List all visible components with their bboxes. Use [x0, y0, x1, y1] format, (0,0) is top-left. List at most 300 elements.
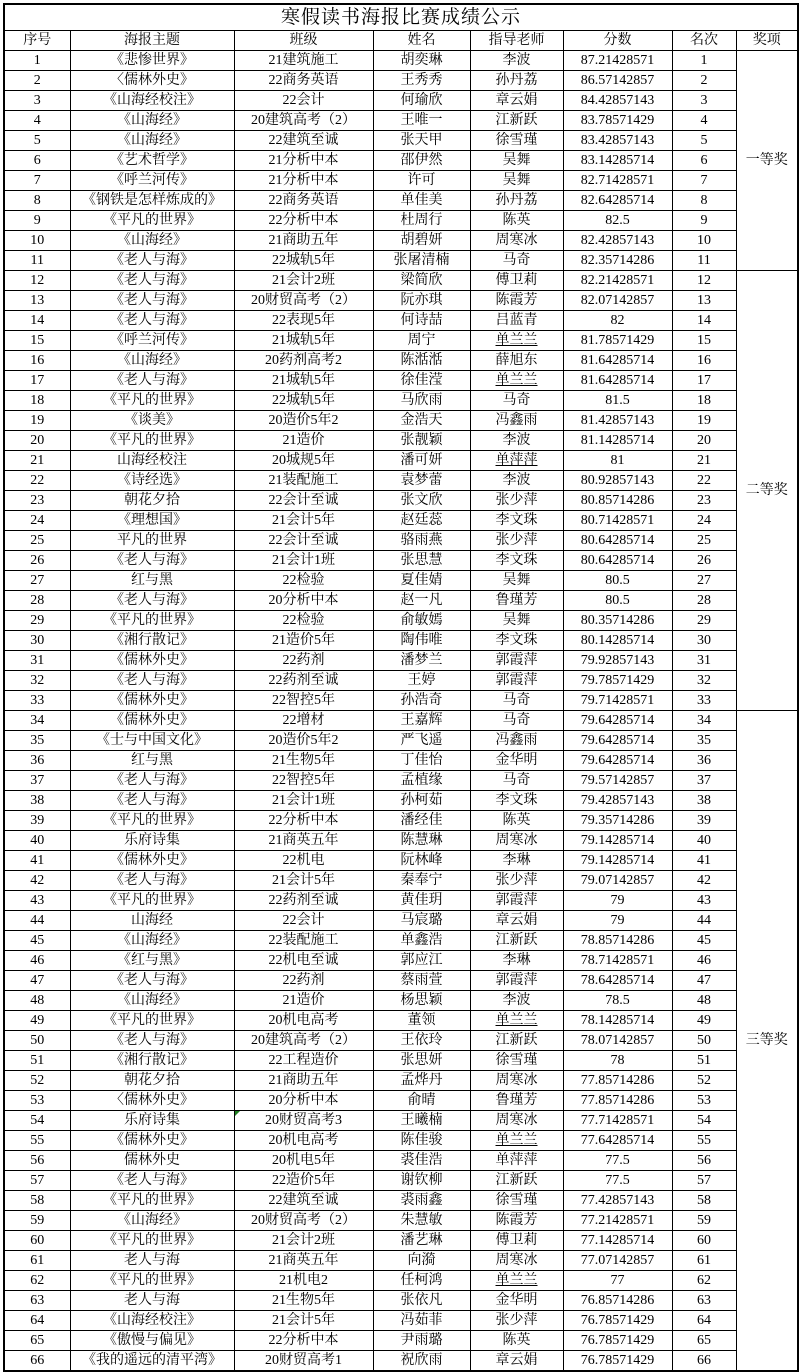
cell-theme: 《山海经》 — [70, 231, 234, 251]
cell-name: 祝欣雨 — [373, 1351, 470, 1372]
cell-score: 79.64285714 — [563, 751, 672, 771]
cell-score: 82.07142857 — [563, 291, 672, 311]
cell-no: 16 — [4, 351, 70, 371]
cell-theme: 《老人与海》 — [70, 311, 234, 331]
cell-theme: 《山海经》 — [70, 131, 234, 151]
cell-score: 83.78571429 — [563, 111, 672, 131]
cell-no: 63 — [4, 1291, 70, 1311]
cell-theme: 《悲惨世界》 — [70, 51, 234, 71]
cell-score: 77.07142857 — [563, 1251, 672, 1271]
cell-rank: 8 — [672, 191, 736, 211]
cell-name: 孙柯茹 — [373, 791, 470, 811]
cell-theme: 《老人与海》 — [70, 771, 234, 791]
cell-class: 22商务英语 — [234, 71, 373, 91]
cell-no: 21 — [4, 451, 70, 471]
table-row — [4, 211, 798, 231]
cell-teacher: 冯鑫雨 — [470, 731, 563, 751]
cell-score: 80.92857143 — [563, 471, 672, 491]
cell-no: 9 — [4, 211, 70, 231]
cell-rank: 42 — [672, 871, 736, 891]
cell-name: 裘雨鑫 — [373, 1191, 470, 1211]
cell-teacher: 马奇 — [470, 771, 563, 791]
header-row — [4, 31, 798, 51]
cell-no: 10 — [4, 231, 70, 251]
cell-rank: 17 — [672, 371, 736, 391]
table-row — [4, 771, 798, 791]
page-title: 寒假读书海报比赛成绩公示 — [4, 4, 798, 31]
table-row — [4, 551, 798, 571]
cell-theme: 红与黑 — [70, 571, 234, 591]
cell-score: 82.42857143 — [563, 231, 672, 251]
cell-rank: 40 — [672, 831, 736, 851]
cell-name: 邵伊然 — [373, 151, 470, 171]
table-row — [4, 131, 798, 151]
cell-name: 阮林峰 — [373, 851, 470, 871]
cell-score: 81.5 — [563, 391, 672, 411]
cell-name: 谢钦柳 — [373, 1171, 470, 1191]
cell-score: 84.42857143 — [563, 91, 672, 111]
cell-teacher: 马奇 — [470, 691, 563, 711]
cell-no: 20 — [4, 431, 70, 451]
cell-rank: 1 — [672, 51, 736, 71]
table-row — [4, 891, 798, 911]
cell-teacher: 陈英 — [470, 211, 563, 231]
cell-name: 潘经佳 — [373, 811, 470, 831]
cell-teacher: 金华明 — [470, 1291, 563, 1311]
column-header-teacher: 指导老师 — [470, 31, 563, 51]
cell-theme: 《湘行散记》 — [70, 631, 234, 651]
cell-no: 23 — [4, 491, 70, 511]
cell-score: 79.35714286 — [563, 811, 672, 831]
cell-name: 马宸璐 — [373, 911, 470, 931]
cell-no: 3 — [4, 91, 70, 111]
award-cell: 一等奖 — [736, 51, 798, 271]
cell-rank: 35 — [672, 731, 736, 751]
cell-name: 杜周行 — [373, 211, 470, 231]
cell-rank: 65 — [672, 1331, 736, 1351]
cell-name: 张思妍 — [373, 1051, 470, 1071]
table-row — [4, 1311, 798, 1331]
cell-class: 22智控5年 — [234, 691, 373, 711]
cell-teacher: 金华明 — [470, 751, 563, 771]
table-row — [4, 1031, 798, 1051]
cell-rank: 22 — [672, 471, 736, 491]
table-row — [4, 1131, 798, 1151]
cell-no: 56 — [4, 1151, 70, 1171]
cell-rank: 10 — [672, 231, 736, 251]
cell-rank: 38 — [672, 791, 736, 811]
cell-teacher: 陈英 — [470, 1331, 563, 1351]
cell-name: 周宁 — [373, 331, 470, 351]
cell-teacher: 陈霞芳 — [470, 1211, 563, 1231]
cell-rank: 45 — [672, 931, 736, 951]
cell-no: 28 — [4, 591, 70, 611]
cell-teacher: 李文珠 — [470, 551, 563, 571]
cell-no: 22 — [4, 471, 70, 491]
cell-rank: 15 — [672, 331, 736, 351]
cell-class: 21机电2 — [234, 1271, 373, 1291]
cell-rank: 13 — [672, 291, 736, 311]
cell-score: 83.14285714 — [563, 151, 672, 171]
cell-teacher: 李波 — [470, 431, 563, 451]
cell-class: 22分析中本 — [234, 811, 373, 831]
cell-no: 53 — [4, 1091, 70, 1111]
cell-rank: 4 — [672, 111, 736, 131]
table-row — [4, 231, 798, 251]
cell-rank: 49 — [672, 1011, 736, 1031]
cell-teacher: 吴舞 — [470, 611, 563, 631]
table-row — [4, 71, 798, 91]
cell-class: 21分析中本 — [234, 171, 373, 191]
cell-no: 2 — [4, 71, 70, 91]
cell-score: 81 — [563, 451, 672, 471]
cell-theme: 〈儒林外史》 — [70, 71, 234, 91]
cell-teacher: 章云娟 — [470, 91, 563, 111]
cell-name: 王唯一 — [373, 111, 470, 131]
cell-rank: 55 — [672, 1131, 736, 1151]
cell-name: 何瑜欣 — [373, 91, 470, 111]
cell-rank: 16 — [672, 351, 736, 371]
cell-rank: 41 — [672, 851, 736, 871]
cell-class: 22智控5年 — [234, 771, 373, 791]
cell-class: 21会计5年 — [234, 1311, 373, 1331]
cell-theme: 《老人与海》 — [70, 671, 234, 691]
table-row — [4, 791, 798, 811]
cell-no: 40 — [4, 831, 70, 851]
cell-no: 54 — [4, 1111, 70, 1131]
cell-rank: 31 — [672, 651, 736, 671]
cell-score: 77.42857143 — [563, 1191, 672, 1211]
cell-theme: 朝花夕拾 — [70, 491, 234, 511]
cell-score: 87.21428571 — [563, 51, 672, 71]
cell-rank: 21 — [672, 451, 736, 471]
table-row — [4, 1051, 798, 1071]
cell-theme: 《儒林外史》 — [70, 1131, 234, 1151]
cell-theme: 《诗经选》 — [70, 471, 234, 491]
cell-score: 80.71428571 — [563, 511, 672, 531]
cell-class: 22检验 — [234, 611, 373, 631]
table-row — [4, 1091, 798, 1111]
cell-score: 77.14285714 — [563, 1231, 672, 1251]
cell-theme: 《平凡的世界》 — [70, 1191, 234, 1211]
cell-teacher: 张少萍 — [470, 871, 563, 891]
cell-teacher: 徐雪瑾 — [470, 1051, 563, 1071]
cell-no: 47 — [4, 971, 70, 991]
cell-name: 何诗喆 — [373, 311, 470, 331]
cell-teacher: 周寒冰 — [470, 231, 563, 251]
table-row — [4, 391, 798, 411]
cell-theme: 《老人与海》 — [70, 551, 234, 571]
table-row — [4, 1211, 798, 1231]
table-row — [4, 1331, 798, 1351]
cell-score: 77.85714286 — [563, 1091, 672, 1111]
cell-rank: 3 — [672, 91, 736, 111]
cell-theme: 《呼兰河传》 — [70, 331, 234, 351]
cell-class: 21城轨5年 — [234, 331, 373, 351]
cell-score: 77.21428571 — [563, 1211, 672, 1231]
cell-theme: 《老人与海》 — [70, 291, 234, 311]
cell-score: 77.64285714 — [563, 1131, 672, 1151]
cell-name: 潘梦兰 — [373, 651, 470, 671]
cell-no: 29 — [4, 611, 70, 631]
cell-class: 21商英五年 — [234, 831, 373, 851]
cell-theme: 《老人与海》 — [70, 791, 234, 811]
table-row — [4, 951, 798, 971]
cell-teacher: 李波 — [470, 51, 563, 71]
cell-teacher: 马奇 — [470, 251, 563, 271]
cell-rank: 12 — [672, 271, 736, 291]
cell-theme: 《钢铁是怎样炼成的》 — [70, 191, 234, 211]
cell-rank: 25 — [672, 531, 736, 551]
cell-class: 22工程造价 — [234, 1051, 373, 1071]
table-row — [4, 1151, 798, 1171]
cell-class: 21会计1班 — [234, 551, 373, 571]
cell-class: 22会计 — [234, 911, 373, 931]
cell-teacher: 吴舞 — [470, 171, 563, 191]
cell-rank: 63 — [672, 1291, 736, 1311]
cell-score: 82.71428571 — [563, 171, 672, 191]
cell-theme: 《平凡的世界》 — [70, 891, 234, 911]
cell-theme: 乐府诗集 — [70, 1111, 234, 1131]
cell-score: 81.14285714 — [563, 431, 672, 451]
table-row — [4, 171, 798, 191]
cell-no: 42 — [4, 871, 70, 891]
cell-name: 黄佳玥 — [373, 891, 470, 911]
cell-no: 38 — [4, 791, 70, 811]
cell-theme: 老人与海 — [70, 1251, 234, 1271]
cell-score: 83.42857143 — [563, 131, 672, 151]
cell-teacher: 孙丹荔 — [470, 71, 563, 91]
table-row — [4, 671, 798, 691]
cell-rank: 9 — [672, 211, 736, 231]
cell-theme: 《老人与海》 — [70, 271, 234, 291]
cell-no: 58 — [4, 1191, 70, 1211]
cell-score: 81.42857143 — [563, 411, 672, 431]
cell-rank: 61 — [672, 1251, 736, 1271]
cell-rank: 24 — [672, 511, 736, 531]
cell-rank: 14 — [672, 311, 736, 331]
cell-name: 孟植缘 — [373, 771, 470, 791]
cell-name: 张天甲 — [373, 131, 470, 151]
cell-rank: 36 — [672, 751, 736, 771]
cell-class: 21会计5年 — [234, 871, 373, 891]
cell-no: 50 — [4, 1031, 70, 1051]
table-row — [4, 651, 798, 671]
cell-teacher: 江新跃 — [470, 1171, 563, 1191]
cell-no: 7 — [4, 171, 70, 191]
cell-theme: 《平凡的世界》 — [70, 1231, 234, 1251]
cell-name: 蔡雨萱 — [373, 971, 470, 991]
cell-teacher: 李文珠 — [470, 791, 563, 811]
cell-score: 79.71428571 — [563, 691, 672, 711]
cell-no: 39 — [4, 811, 70, 831]
cell-name: 张屠清楠 — [373, 251, 470, 271]
table-row — [4, 1351, 798, 1372]
cell-teacher: 傅卫莉 — [470, 271, 563, 291]
cell-score: 79.07142857 — [563, 871, 672, 891]
cell-name: 单鑫浩 — [373, 931, 470, 951]
cell-no: 14 — [4, 311, 70, 331]
cell-name: 丁佳怡 — [373, 751, 470, 771]
cell-class: 22装配施工 — [234, 931, 373, 951]
cell-theme: 《平凡的世界》 — [70, 1271, 234, 1291]
award-cell: 三等奖 — [736, 711, 798, 1372]
cell-teacher: 薛旭东 — [470, 351, 563, 371]
cell-teacher: 李文珠 — [470, 511, 563, 531]
table-row — [4, 971, 798, 991]
cell-teacher: 章云娟 — [470, 911, 563, 931]
cell-theme: 《老人与海》 — [70, 1031, 234, 1051]
cell-teacher: 吴舞 — [470, 571, 563, 591]
table-row — [4, 311, 798, 331]
cell-rank: 7 — [672, 171, 736, 191]
cell-no: 33 — [4, 691, 70, 711]
cell-class: 20建筑高考（2） — [234, 111, 373, 131]
cell-rank: 47 — [672, 971, 736, 991]
table-row — [4, 1011, 798, 1031]
cell-name: 杨思颖 — [373, 991, 470, 1011]
cell-no: 32 — [4, 671, 70, 691]
cell-class: 22机电 — [234, 851, 373, 871]
cell-no: 51 — [4, 1051, 70, 1071]
cell-theme: 《士与中国文化》 — [70, 731, 234, 751]
cell-teacher: 单兰兰 — [470, 371, 563, 391]
cell-class: 22检验 — [234, 571, 373, 591]
cell-name: 陶伟唯 — [373, 631, 470, 651]
cell-score: 77.71428571 — [563, 1111, 672, 1131]
table-row — [4, 571, 798, 591]
cell-name: 孙浩奇 — [373, 691, 470, 711]
cell-class: 20造价5年2 — [234, 411, 373, 431]
cell-name: 单佳美 — [373, 191, 470, 211]
cell-rank: 34 — [672, 711, 736, 731]
cell-class: 22城轨5年 — [234, 391, 373, 411]
table-row — [4, 831, 798, 851]
table-row — [4, 411, 798, 431]
cell-score: 80.5 — [563, 591, 672, 611]
cell-name: 梁简欣 — [373, 271, 470, 291]
cell-no: 37 — [4, 771, 70, 791]
cell-class: 22分析中本 — [234, 211, 373, 231]
cell-theme: 《平凡的世界》 — [70, 431, 234, 451]
cell-teacher: 吕蓝青 — [470, 311, 563, 331]
cell-name: 张依凡 — [373, 1291, 470, 1311]
cell-class: 22会计至诚 — [234, 531, 373, 551]
cell-name: 赵一凡 — [373, 591, 470, 611]
table-row — [4, 371, 798, 391]
cell-score: 78.14285714 — [563, 1011, 672, 1031]
table-row — [4, 811, 798, 831]
cell-no: 61 — [4, 1251, 70, 1271]
cell-no: 36 — [4, 751, 70, 771]
cell-teacher: 单萍萍 — [470, 451, 563, 471]
cell-name: 孟烨丹 — [373, 1071, 470, 1091]
cell-no: 62 — [4, 1271, 70, 1291]
cell-no: 45 — [4, 931, 70, 951]
cell-theme: 《山海经》 — [70, 351, 234, 371]
table-row — [4, 91, 798, 111]
cell-no: 66 — [4, 1351, 70, 1372]
cell-score: 82.35714286 — [563, 251, 672, 271]
cell-class: 22药剂至诚 — [234, 891, 373, 911]
column-header-score: 分数 — [563, 31, 672, 51]
cell-rank: 56 — [672, 1151, 736, 1171]
table-row — [4, 911, 798, 931]
cell-no: 1 — [4, 51, 70, 71]
cell-rank: 19 — [672, 411, 736, 431]
column-header-theme: 海报主题 — [70, 31, 234, 51]
cell-class: 20药剂高考2 — [234, 351, 373, 371]
cell-theme: 《儒林外史》 — [70, 851, 234, 871]
cell-theme: 《平凡的世界》 — [70, 211, 234, 231]
cell-teacher: 李文珠 — [470, 631, 563, 651]
cell-theme: 儒林外史 — [70, 1151, 234, 1171]
cell-score: 77 — [563, 1271, 672, 1291]
cell-class: 20财贸高考（2） — [234, 1211, 373, 1231]
cell-class: 21会计5年 — [234, 511, 373, 531]
cell-score: 81.64285714 — [563, 351, 672, 371]
cell-teacher: 郭霞萍 — [470, 671, 563, 691]
cell-rank: 58 — [672, 1191, 736, 1211]
cell-teacher: 马奇 — [470, 711, 563, 731]
cell-class: 21城轨5年 — [234, 371, 373, 391]
cell-class: 21造价5年 — [234, 631, 373, 651]
cell-class: 22分析中本 — [234, 1331, 373, 1351]
cell-theme: 《谈美》 — [70, 411, 234, 431]
cell-score: 78.64285714 — [563, 971, 672, 991]
table-row — [4, 1251, 798, 1271]
cell-teacher: 徐雪瑾 — [470, 131, 563, 151]
cell-teacher: 鲁瑾芳 — [470, 591, 563, 611]
cell-name: 秦奉宁 — [373, 871, 470, 891]
cell-rank: 62 — [672, 1271, 736, 1291]
cell-no: 44 — [4, 911, 70, 931]
table-row — [4, 151, 798, 171]
cell-class: 21造价 — [234, 431, 373, 451]
cell-name: 骆雨燕 — [373, 531, 470, 551]
cell-score: 78.07142857 — [563, 1031, 672, 1051]
cell-teacher: 傅卫莉 — [470, 1231, 563, 1251]
cell-theme: 《山海经》 — [70, 931, 234, 951]
table-row — [4, 1231, 798, 1251]
cell-theme: 朝花夕拾 — [70, 1071, 234, 1091]
cell-class: 22造价5年 — [234, 1171, 373, 1191]
cell-rank: 50 — [672, 1031, 736, 1051]
cell-class: 21装配施工 — [234, 471, 373, 491]
cell-teacher: 单萍萍 — [470, 1151, 563, 1171]
table-row — [4, 431, 798, 451]
cell-no: 25 — [4, 531, 70, 551]
cell-no: 65 — [4, 1331, 70, 1351]
column-header-class: 班级 — [234, 31, 373, 51]
cell-teacher: 章云娟 — [470, 1351, 563, 1372]
cell-score: 77.5 — [563, 1151, 672, 1171]
cell-score: 82.21428571 — [563, 271, 672, 291]
cell-teacher: 李波 — [470, 991, 563, 1011]
cell-score: 79.92857143 — [563, 651, 672, 671]
cell-theme: 《山海经校注》 — [70, 1311, 234, 1331]
table-row — [4, 751, 798, 771]
cell-teacher: 郭霞萍 — [470, 891, 563, 911]
table-row — [4, 51, 798, 71]
cell-rank: 66 — [672, 1351, 736, 1372]
cell-class: 22表现5年 — [234, 311, 373, 331]
table-row — [4, 631, 798, 651]
cell-name: 陈佳骏 — [373, 1131, 470, 1151]
cell-no: 6 — [4, 151, 70, 171]
cell-name: 俞敏嫣 — [373, 611, 470, 631]
table-row — [4, 611, 798, 631]
